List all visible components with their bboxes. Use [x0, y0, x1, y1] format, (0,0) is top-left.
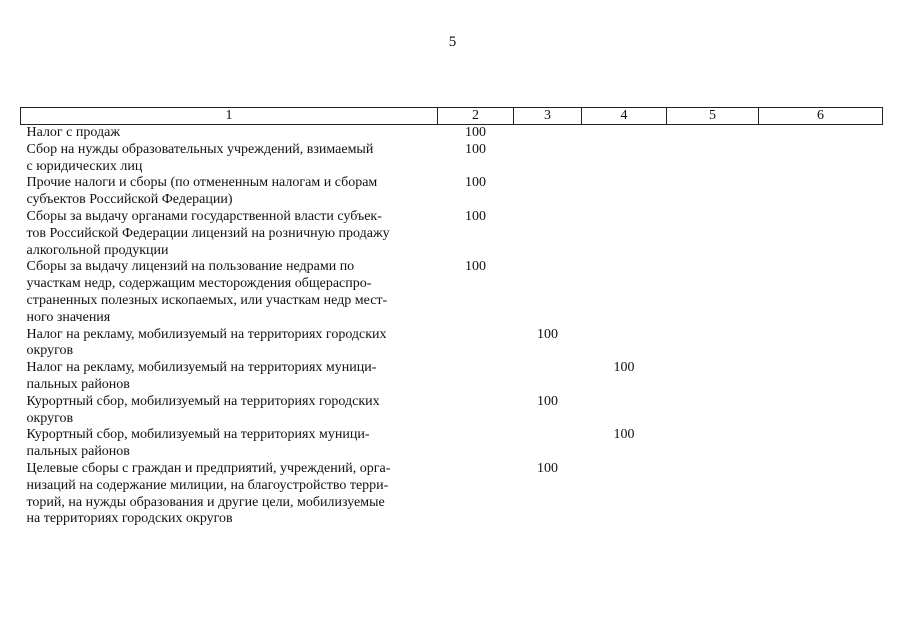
- value-cell-col-6: [759, 394, 883, 428]
- table-header-row: [21, 108, 883, 125]
- value-cell-col-3: [514, 360, 582, 394]
- value-cell-col-6: [759, 360, 883, 394]
- tax-name-line: округов: [26, 343, 74, 359]
- column-header-6: 6: [759, 108, 883, 125]
- tax-name-line: страненных полезных ископаемых, или участкам недр мест-: [26, 292, 388, 308]
- tax-name-cell: [21, 427, 438, 461]
- tax-name-line: Налог с продаж: [26, 125, 120, 140]
- value-cell-col-6: [759, 142, 883, 176]
- tax-name-line: низаций на содержание милиции, на благоустройство терри-: [26, 477, 389, 493]
- value-cell-col-4: [582, 259, 667, 326]
- table-row: [21, 209, 883, 259]
- table-row: [21, 175, 883, 209]
- tax-name-line: Налог на рекламу, мобилизуемый на территориях муници-: [26, 360, 377, 376]
- column-header-2: 2: [438, 108, 514, 125]
- value-cell-col-6: [759, 125, 883, 142]
- column-header-3: 3: [514, 108, 582, 125]
- tax-name-cell: [21, 327, 438, 361]
- value-cell-col-6: [759, 259, 883, 326]
- value-cell-col-2: 100: [465, 208, 486, 224]
- tax-name-cell: [21, 209, 438, 259]
- table-row: [21, 461, 883, 528]
- tax-distribution-table: [20, 107, 883, 528]
- tax-name-line: ного значения: [26, 309, 111, 325]
- tax-name-cell: [21, 461, 438, 528]
- tax-name-line: участкам недр, содержащим месторождения общераспро-: [26, 276, 372, 292]
- value-cell-col-5: [667, 125, 759, 142]
- value-cell-col-4: [582, 394, 667, 428]
- column-header-1: 1: [21, 108, 438, 125]
- value-cell-col-2: 100: [465, 259, 486, 275]
- column-header-4: 4: [582, 108, 667, 125]
- tax-name-cell: [21, 175, 438, 209]
- tax-name-line: торий, на нужды образования и другие цели, мобилизуемые: [26, 494, 385, 510]
- value-cell-col-5: [667, 394, 759, 428]
- value-cell-col-6: [759, 209, 883, 259]
- value-cell-col-2: 100: [465, 141, 486, 157]
- value-cell-col-4: [582, 175, 667, 209]
- value-cell-col-2: 100: [465, 125, 486, 140]
- value-cell-col-4: [582, 461, 667, 528]
- value-cell-col-6: [759, 327, 883, 361]
- value-cell-col-3: [514, 209, 582, 259]
- value-cell-col-5: [667, 461, 759, 528]
- tax-name-cell: [21, 394, 438, 428]
- tax-name-line: субъектов Российской Федерации): [26, 192, 233, 208]
- table-row: [21, 259, 883, 326]
- table-row: [21, 142, 883, 176]
- tax-name-line: алкогольной продукции: [26, 242, 169, 258]
- tax-name-cell: [21, 259, 438, 326]
- value-cell-col-4: 100: [613, 360, 635, 376]
- value-cell-col-3: [514, 142, 582, 176]
- tax-name-line: пальных районов: [26, 376, 130, 392]
- value-cell-col-5: [667, 327, 759, 361]
- column-header-5: 5: [667, 108, 759, 125]
- tax-name-line: с юридических лиц: [26, 158, 143, 174]
- value-cell-col-3: 100: [537, 326, 558, 342]
- tax-name-line: Курортный сбор, мобилизуемый на территориях муници-: [26, 427, 370, 443]
- tax-name-line: Налог на рекламу, мобилизуемый на территориях городских: [26, 326, 387, 342]
- tax-name-cell: [21, 360, 438, 394]
- value-cell-col-2: [438, 360, 514, 394]
- value-cell-col-3: 100: [537, 460, 558, 476]
- tax-name-line: на территориях городских округов: [26, 511, 233, 527]
- tax-name-line: Целевые сборы с граждан и предприятий, учреждений, орга-: [26, 460, 391, 476]
- value-cell-col-4: [582, 142, 667, 176]
- tax-name-line: Сбор на нужды образовательных учреждений, взимаемый: [26, 141, 374, 157]
- value-cell-col-5: [667, 360, 759, 394]
- value-cell-col-3: [514, 259, 582, 326]
- value-cell-col-6: [759, 461, 883, 528]
- value-cell-col-4: [582, 125, 667, 142]
- tax-name-line: Прочие налоги и сборы (по отмененным налогам и сборам: [26, 175, 378, 191]
- value-cell-col-5: [667, 427, 759, 461]
- tax-name-line: округов: [26, 410, 74, 426]
- table-row: [21, 394, 883, 428]
- value-cell-col-2: [438, 327, 514, 361]
- table-body: [21, 125, 883, 529]
- table-row: [21, 327, 883, 361]
- table-row: [21, 125, 883, 142]
- value-cell-col-6: [759, 175, 883, 209]
- tax-name-line: Сборы за выдачу лицензий на пользование недрами по: [26, 259, 355, 275]
- value-cell-col-4: [582, 327, 667, 361]
- value-cell-col-3: [514, 175, 582, 209]
- value-cell-col-5: [667, 175, 759, 209]
- value-cell-col-3: [514, 427, 582, 461]
- tax-name-line: Курортный сбор, мобилизуемый на территориях городских: [26, 393, 380, 409]
- value-cell-col-4: [582, 209, 667, 259]
- page-number: 5: [448, 34, 457, 50]
- value-cell-col-2: [438, 394, 514, 428]
- value-cell-col-2: 100: [465, 175, 486, 191]
- value-cell-col-5: [667, 259, 759, 326]
- value-cell-col-3: [514, 125, 582, 142]
- tax-name-line: Сборы за выдачу органами государственной власти субъек-: [26, 208, 382, 224]
- value-cell-col-2: [438, 461, 514, 528]
- table-row: [21, 360, 883, 394]
- value-cell-col-5: [667, 142, 759, 176]
- tax-name-cell: [21, 125, 438, 142]
- tax-name-line: пальных районов: [26, 444, 130, 460]
- value-cell-col-4: 100: [613, 427, 635, 443]
- tax-name-cell: [21, 142, 438, 176]
- table-row: [21, 427, 883, 461]
- tax-name-line: тов Российской Федерации лицензий на розничную продажу: [26, 225, 390, 241]
- value-cell-col-3: 100: [537, 393, 558, 409]
- value-cell-col-6: [759, 427, 883, 461]
- value-cell-col-5: [667, 209, 759, 259]
- value-cell-col-2: [438, 427, 514, 461]
